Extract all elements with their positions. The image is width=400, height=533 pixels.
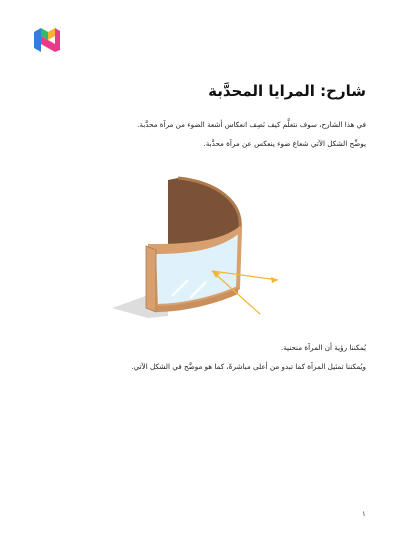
- page-title: شارح: المرايا المحدَّبة: [208, 82, 366, 100]
- page-number: ١: [362, 510, 366, 518]
- intro-paragraph: في هذا الشارح، سوف نتعلَّم كيف نَصِف انعكاس أشعة الضوء من مرآة محدَّبة.: [137, 120, 366, 129]
- curved-observation-paragraph: يُمكننا رؤية أن المرآة منحنية.: [280, 343, 366, 352]
- top-view-paragraph: ويُمكننا تمثيل المرآة كما تبدو من أعلى مباشرةً، كما هو موضَّح في الشكل الآتي.: [131, 362, 366, 371]
- figure-intro-paragraph: يوضِّح الشكل الآتي شعاع ضوء ينعكس عن مرآة محدَّبة.: [203, 139, 366, 148]
- curved-mirror-illustration: [108, 168, 298, 328]
- nagwa-logo-icon: [32, 26, 62, 56]
